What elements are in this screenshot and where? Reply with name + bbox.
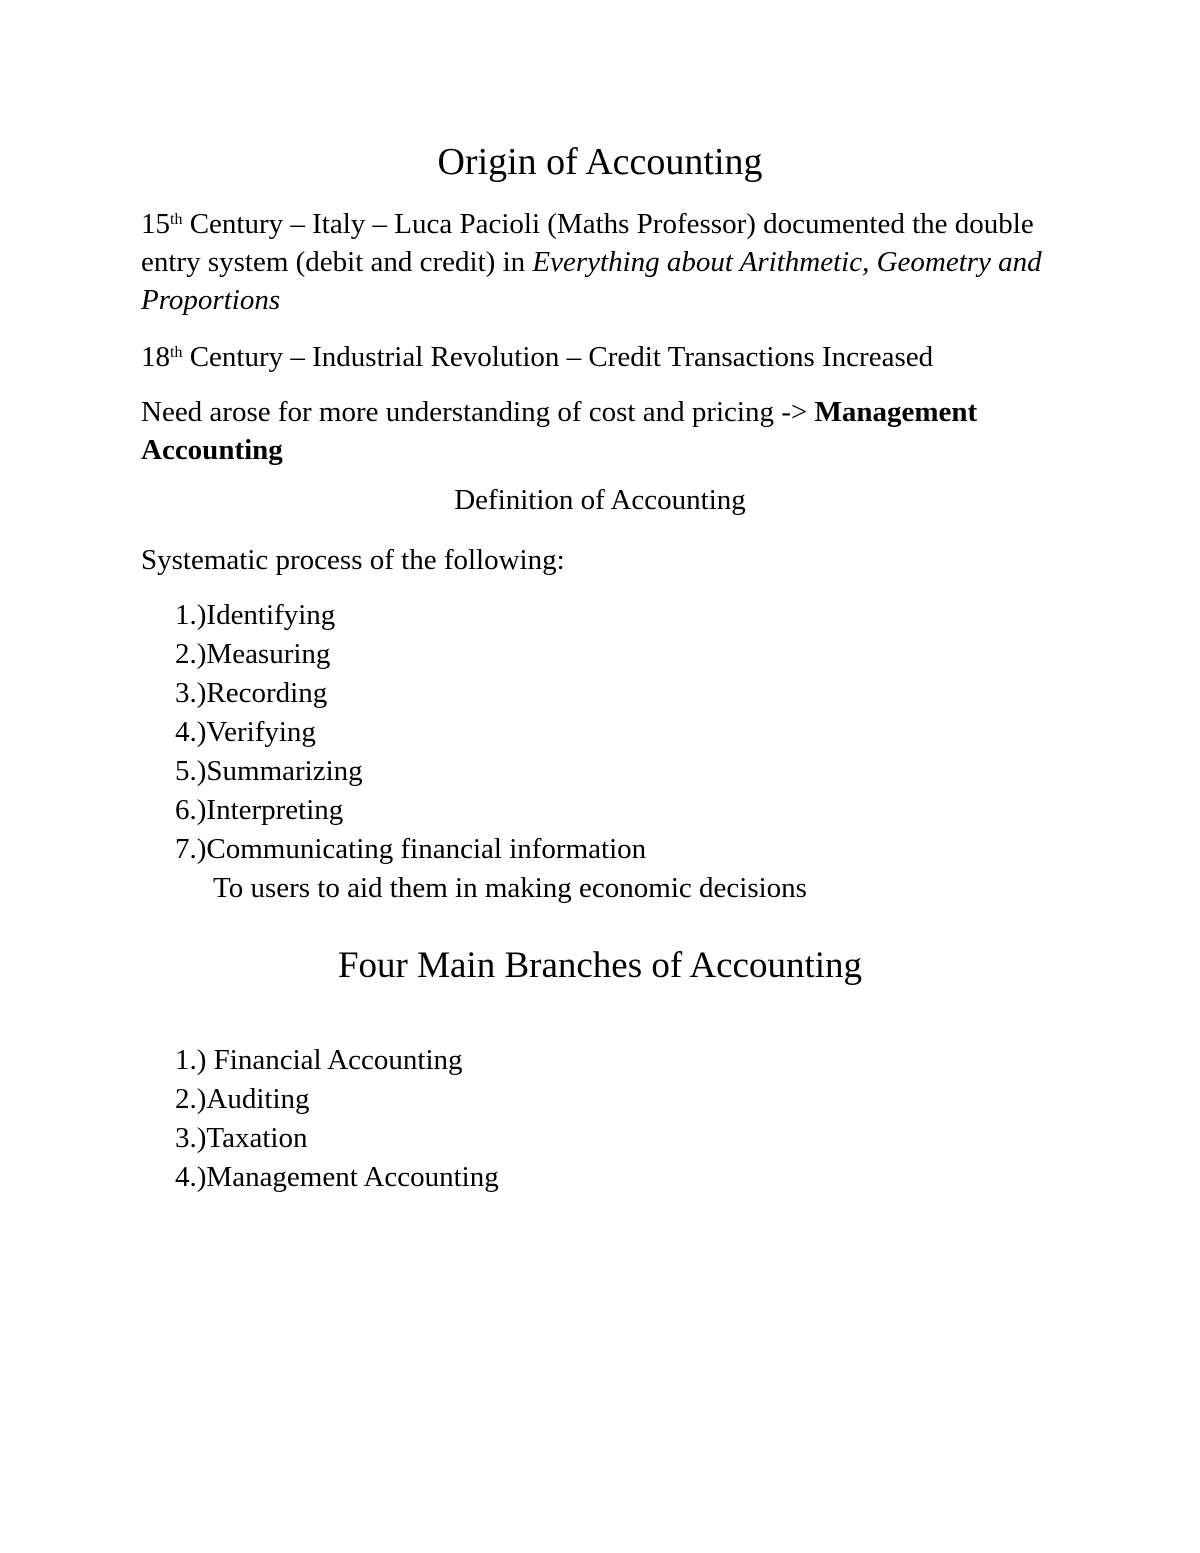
list-item: 6.)Interpreting: [175, 794, 344, 826]
paragraph-text: Century – Italy – Luca Pacioli (Maths Professor) documented the double entry system (debit and credit) in: [141, 208, 1034, 278]
definition-intro: Systematic process of the following:: [141, 544, 565, 576]
management-accounting-emphasis: Management Accounting: [141, 396, 978, 466]
process-steps-list: [175, 596, 807, 908]
paragraph-text: Need arose for more understanding of cost and pricing ->: [141, 396, 815, 428]
paragraph-18th-century: [141, 338, 1061, 376]
definition-title: Definition of Accounting: [454, 484, 746, 516]
paragraph-text: Century – Industrial Revolution – Credit Transactions Increased: [182, 341, 934, 373]
list-item: 7.)Communicating financial information: [175, 833, 647, 865]
century-number: 18: [141, 341, 170, 373]
century-number: 15: [141, 208, 170, 240]
list-item: 3.)Taxation: [175, 1122, 308, 1154]
list-item: 1.) Financial Accounting: [175, 1044, 463, 1076]
ordinal-suffix: th: [170, 211, 183, 228]
list-item: 4.)Verifying: [175, 716, 316, 748]
list-item: 5.)Summarizing: [175, 755, 363, 787]
origin-title: Origin of Accounting: [437, 141, 763, 183]
list-item: 1.)Identifying: [175, 599, 336, 631]
list-item-continuation: To users to aid them in making economic decisions: [213, 872, 807, 904]
ordinal-suffix: th: [170, 344, 183, 361]
paragraph-need-arose: [141, 393, 1061, 469]
list-item: 2.)Auditing: [175, 1083, 310, 1115]
paragraph-15th-century: [141, 205, 1061, 319]
branches-title: Four Main Branches of Accounting: [337, 945, 863, 986]
list-item: 3.)Recording: [175, 677, 328, 709]
book-title: Everything about Arithmetic, Geometry and Proportions: [141, 246, 1042, 316]
branches-list: [175, 1041, 499, 1197]
list-item: 4.)Management Accounting: [175, 1161, 499, 1193]
list-item: 2.)Measuring: [175, 638, 331, 670]
